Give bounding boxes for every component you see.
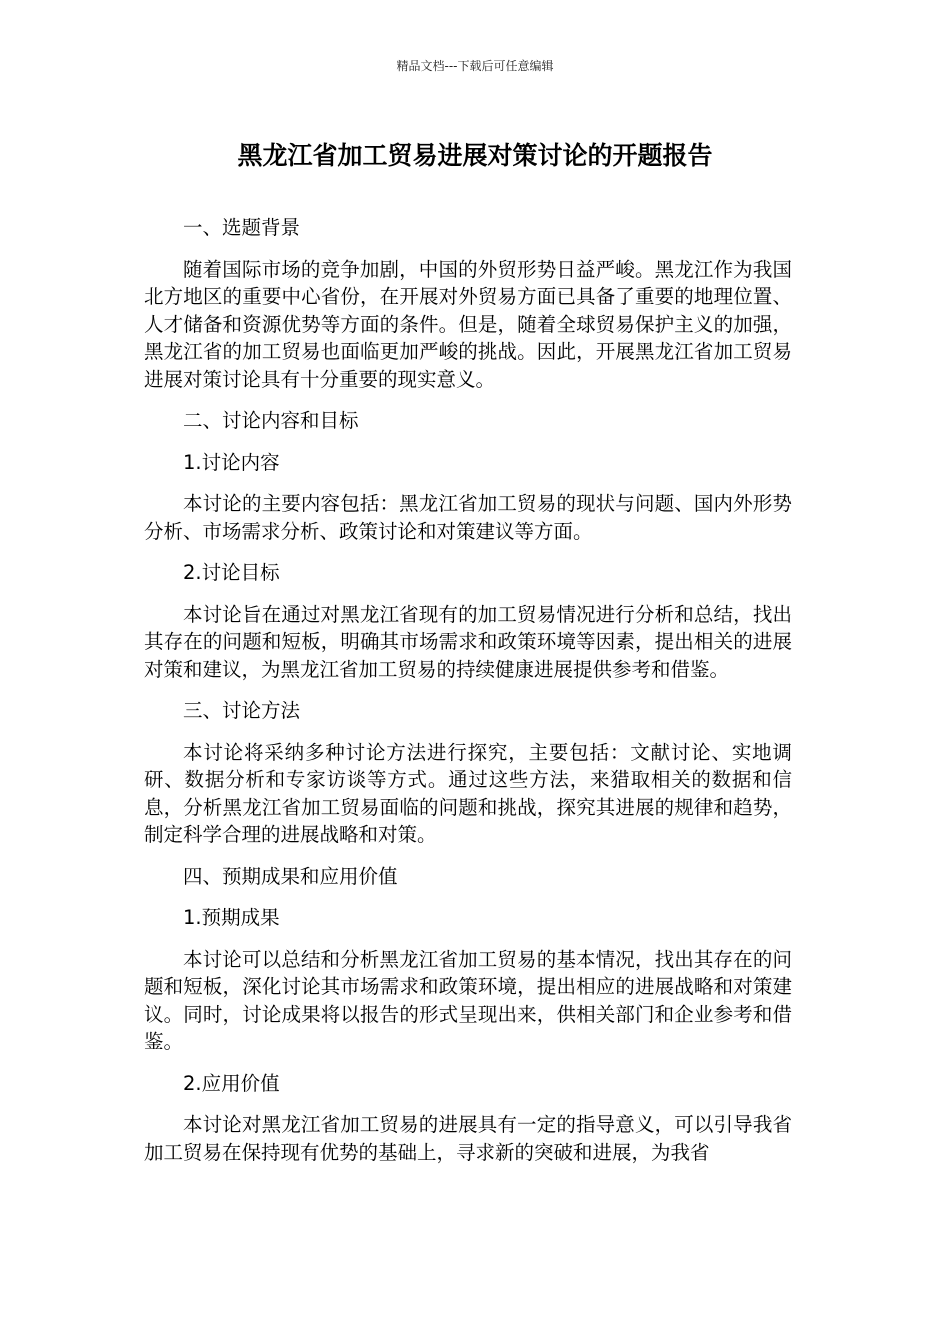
section-heading-outcomes-value: 四、预期成果和应用价值 [183,864,398,888]
document-title: 黑龙江省加工贸易进展对策讨论的开题报告 [237,141,713,170]
section-heading-background: 一、选题背景 [183,216,301,239]
subheading-outcomes: 1.预期成果 [183,906,280,929]
paragraph-goals: 本讨论旨在通过对黑龙江省现有的加工贸易情况进行分析和总结，找出其存在的问题和短板，明确其市场需求和政策环境等因素，提出相关的进展对策和建议，为黑龙江省加工贸易的持续健康进展提供参考和借鉴。 [144,602,792,681]
subheading-value: 2.应用价值 [183,1071,280,1095]
paragraph-outcomes: 本讨论可以总结和分析黑龙江省加工贸易的基本情况，找出其存在的问题和短板，深化讨论其市场需求和政策环境，提出相应的进展战略和对策建议。同时，讨论成果将以报告的形式呈现出来，供相关部门和企业参考和借鉴。 [144,947,792,1053]
section-heading-methods: 三、讨论方法 [183,699,301,722]
paragraph-content: 本讨论的主要内容包括：黑龙江省加工贸易的现状与问题、国内外形势分析、市场需求分析、政策讨论和对策建议等方面。 [144,492,792,543]
paragraph-methods: 本讨论将采纳多种讨论方法进行探究，主要包括：文献讨论、实地调研、数据分析和专家访谈等方式。通过这些方法，来猎取相关的数据和信息，分析黑龙江省加工贸易面临的问题和挑战，探究其进展的规律和趋势，制定科学合理的进展战略和对策。 [144,740,792,846]
subheading-content: 1.讨论内容 [183,450,280,474]
page-header-watermark: 精品文档---下载后可任意编辑 [396,59,554,73]
subheading-goals: 2.讨论目标 [183,561,280,584]
paragraph-value: 本讨论对黑龙江省加工贸易的进展具有一定的指导意义，可以引导我省加工贸易在保持现有优势的基础上，寻求新的突破和进展，为我省 [144,1113,792,1164]
section-heading-content-goals: 二、讨论内容和目标 [183,409,359,432]
paragraph-background: 随着国际市场的竞争加剧，中国的外贸形势日益严峻。黑龙江作为我国北方地区的重要中心省份，在开展对外贸易方面已具备了重要的地理位置、人才储备和资源优势等方面的条件。但是，随着全球贸易保护主义的加强，黑龙江省的加工贸易也面临更加严峻的挑战。因此，开展黑龙江省加工贸易进展对策讨论具有十分重要的现实意义。 [144,257,792,391]
document-body [144,214,792,1180]
